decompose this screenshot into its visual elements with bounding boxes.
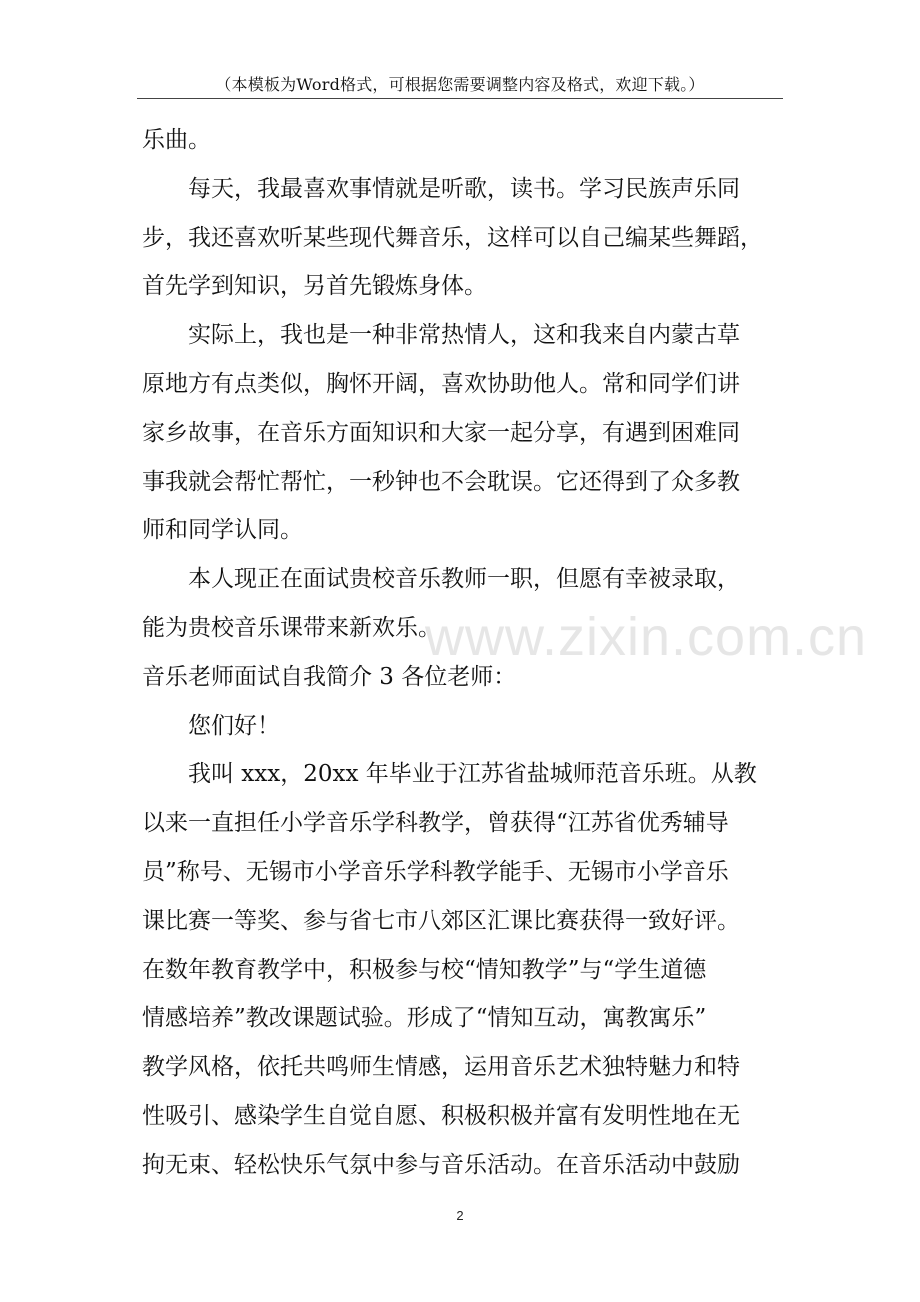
paragraph-line: 情感培养”教改课题试验。形成了“情知互动，寓教寓乐” [142,1005,707,1032]
page-number: 2 [456,1208,464,1223]
paragraph-line: 步，我还喜欢听某些现代舞音乐，这样可以自己编某些舞蹈， [142,224,763,251]
paragraph-line: 教学风格，依托共鸣师生情感，运用音乐艺术独特魅力和特 [142,1054,740,1081]
paragraph-line: 以来一直担任小学音乐学科教学，曾获得“江苏省优秀辅导 [142,810,729,837]
paragraph-line: 性吸引、感染学生自觉自愿、积极积极并富有发明性地在无 [142,1102,740,1129]
paragraph-line: 首先学到知识，另首先锻炼身体。 [142,273,487,300]
paragraph-line: 能为贵校音乐课带来新欢乐。 [142,614,441,641]
paragraph-line: 师和同学认同。 [142,517,303,544]
paragraph-line: 拘无束、轻松快乐气氛中参与音乐活动。在音乐活动中鼓励 [142,1151,740,1178]
paragraph-line: 在数年教育教学中，积极参与校“情知教学”与“学生道德 [142,956,707,983]
header-divider [137,98,783,99]
paragraph-line: 家乡故事，在音乐方面知识和大家一起分享，有遇到困难同 [142,419,740,446]
paragraph-line: 课比赛一等奖、参与省七市八郊区汇课比赛获得一致好评。 [142,907,740,934]
paragraph-line: 原地方有点类似，胸怀开阔，喜欢协助他人。常和同学们讲 [142,370,740,397]
watermark: www.zixin.com.cn [425,607,868,667]
paragraph-line: 每天，我最喜欢事情就是听歌，读书。学习民族声乐同 [188,175,740,202]
paragraph-line: 乐曲。 [142,127,211,153]
paragraph-line: 员”称号、无锡市小学音乐学科教学能手、无锡市小学音乐 [142,858,729,885]
document-body [142,116,802,1190]
paragraph-line: 事我就会帮忙帮忙，一秒钟也不会耽误。它还得到了众多教 [142,468,740,495]
section-heading-line: 音乐老师面试自我简介 3 各位老师： [142,663,517,690]
paragraph-line: 实际上，我也是一种非常热情人，这和我来自内蒙古草 [188,322,740,349]
paragraph-line: 本人现正在面试贵校音乐教师一职，但愿有幸被录取， [188,566,740,593]
header-note: （本模板为Word格式，可根据您需要调整内容及格式，欢迎下载。） [215,75,705,94]
greeting-line: 您们好！ [188,712,280,739]
paragraph-line: 我叫 xxx，20xx 年毕业于江苏省盐城师范音乐班。从教 [188,761,757,788]
